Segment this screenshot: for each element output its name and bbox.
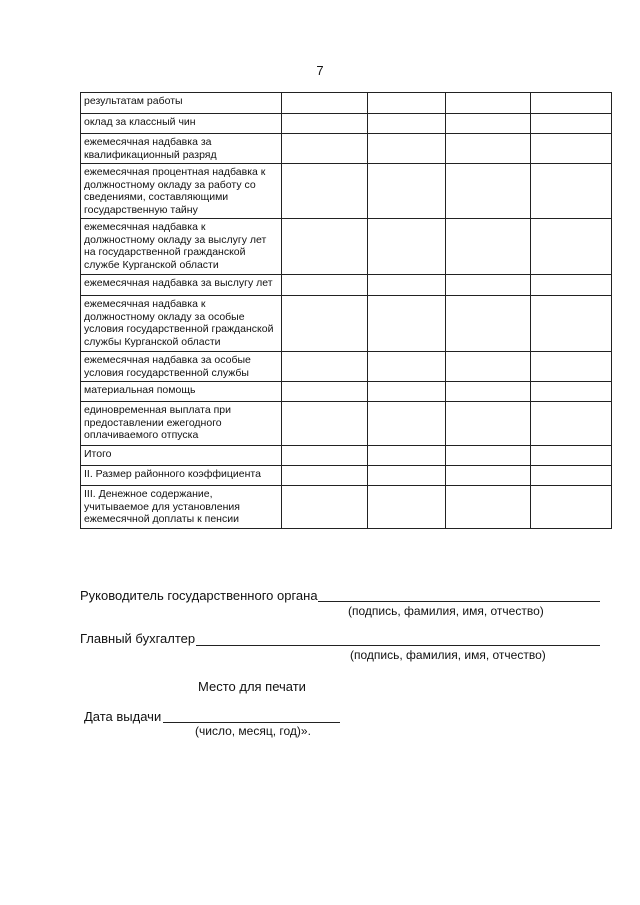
value-cell[interactable] bbox=[446, 446, 531, 466]
value-cell[interactable] bbox=[368, 296, 446, 352]
value-cell[interactable] bbox=[446, 164, 531, 219]
issue-date-label: Дата выдачи bbox=[84, 709, 162, 724]
value-cell[interactable] bbox=[531, 382, 612, 402]
row-label: ежемесячная надбавка за квалификационный разряд bbox=[81, 134, 282, 164]
page-number: 7 bbox=[316, 63, 324, 78]
row-label: материальная помощь bbox=[81, 382, 282, 402]
row-label: II. Размер районного коэффициента bbox=[81, 466, 282, 486]
row-label: Итого bbox=[81, 446, 282, 466]
table-row bbox=[81, 402, 612, 446]
value-cell[interactable] bbox=[368, 486, 446, 529]
value-cell[interactable] bbox=[531, 352, 612, 382]
value-cell[interactable] bbox=[282, 466, 368, 486]
accountant-signature-hint: (подпись, фамилия, имя, отчество) bbox=[350, 648, 546, 662]
value-cell[interactable] bbox=[531, 164, 612, 219]
issue-date-line[interactable] bbox=[163, 722, 340, 723]
table-row bbox=[81, 114, 612, 134]
row-label: ежемесячная надбавка за особые условия государственной службы bbox=[81, 352, 282, 382]
value-cell[interactable] bbox=[282, 296, 368, 352]
value-cell[interactable] bbox=[446, 382, 531, 402]
value-cell[interactable] bbox=[282, 114, 368, 134]
value-cell[interactable] bbox=[531, 466, 612, 486]
value-cell[interactable] bbox=[368, 114, 446, 134]
row-label: ежемесячная надбавка к должностному окладу за особые условия государственной гражданской службы Курганской области bbox=[81, 296, 282, 352]
value-cell[interactable] bbox=[446, 466, 531, 486]
row-label: результатам работы bbox=[81, 93, 282, 114]
value-cell[interactable] bbox=[368, 275, 446, 296]
table-row bbox=[81, 164, 612, 219]
value-cell[interactable] bbox=[531, 134, 612, 164]
table-row bbox=[81, 275, 612, 296]
value-cell[interactable] bbox=[446, 134, 531, 164]
value-cell[interactable] bbox=[368, 352, 446, 382]
value-cell[interactable] bbox=[446, 486, 531, 529]
row-label: ежемесячная процентная надбавка к должностному окладу за работу со сведениями, составляющими государственную тайну bbox=[81, 164, 282, 219]
value-cell[interactable] bbox=[282, 382, 368, 402]
accountant-signature-line[interactable] bbox=[196, 645, 600, 646]
value-cell[interactable] bbox=[282, 402, 368, 446]
issue-date-hint: (число, месяц, год)». bbox=[195, 724, 311, 738]
value-cell[interactable] bbox=[282, 164, 368, 219]
value-cell[interactable] bbox=[531, 93, 612, 114]
value-cell[interactable] bbox=[282, 275, 368, 296]
value-cell[interactable] bbox=[282, 352, 368, 382]
head-signature-line[interactable] bbox=[318, 601, 600, 602]
value-cell[interactable] bbox=[531, 296, 612, 352]
row-label: ежемесячная надбавка за выслугу лет bbox=[81, 275, 282, 296]
table-row bbox=[81, 486, 612, 529]
value-cell[interactable] bbox=[282, 134, 368, 164]
value-cell[interactable] bbox=[368, 219, 446, 275]
value-cell[interactable] bbox=[446, 402, 531, 446]
table-row bbox=[81, 134, 612, 164]
value-cell[interactable] bbox=[446, 352, 531, 382]
value-cell[interactable] bbox=[368, 446, 446, 466]
head-of-agency-label: Руководитель государственного органа bbox=[80, 588, 318, 603]
value-cell[interactable] bbox=[368, 466, 446, 486]
table-row bbox=[81, 382, 612, 402]
value-cell[interactable] bbox=[446, 93, 531, 114]
value-cell[interactable] bbox=[531, 114, 612, 134]
table-row bbox=[81, 352, 612, 382]
value-cell[interactable] bbox=[531, 219, 612, 275]
row-label: единовременная выплата при предоставлении ежегодного оплачиваемого отпуска bbox=[81, 402, 282, 446]
table-row bbox=[81, 466, 612, 486]
value-cell[interactable] bbox=[282, 219, 368, 275]
value-cell[interactable] bbox=[531, 402, 612, 446]
value-cell[interactable] bbox=[446, 275, 531, 296]
value-cell[interactable] bbox=[368, 93, 446, 114]
value-cell[interactable] bbox=[282, 93, 368, 114]
value-cell[interactable] bbox=[368, 382, 446, 402]
value-cell[interactable] bbox=[446, 296, 531, 352]
value-cell[interactable] bbox=[282, 446, 368, 466]
value-cell[interactable] bbox=[531, 486, 612, 529]
table-row bbox=[81, 446, 612, 466]
value-cell[interactable] bbox=[531, 275, 612, 296]
row-label: ежемесячная надбавка к должностному окладу за выслугу лет на государственной гражданской службе Курганской области bbox=[81, 219, 282, 275]
table-row bbox=[81, 219, 612, 275]
value-cell[interactable] bbox=[446, 114, 531, 134]
value-cell[interactable] bbox=[368, 134, 446, 164]
table-row bbox=[81, 93, 612, 114]
head-signature-hint: (подпись, фамилия, имя, отчество) bbox=[348, 604, 544, 618]
row-label: оклад за классный чин bbox=[81, 114, 282, 134]
value-cell[interactable] bbox=[368, 164, 446, 219]
value-cell[interactable] bbox=[531, 446, 612, 466]
value-cell[interactable] bbox=[282, 486, 368, 529]
chief-accountant-label: Главный бухгалтер bbox=[80, 631, 196, 646]
value-cell[interactable] bbox=[446, 219, 531, 275]
row-label: III. Денежное содержание, учитываемое для установления ежемесячной доплаты к пенсии bbox=[81, 486, 282, 529]
table-row bbox=[81, 296, 612, 352]
salary-table bbox=[80, 92, 612, 529]
stamp-place-label: Место для печати bbox=[198, 679, 306, 694]
value-cell[interactable] bbox=[368, 402, 446, 446]
